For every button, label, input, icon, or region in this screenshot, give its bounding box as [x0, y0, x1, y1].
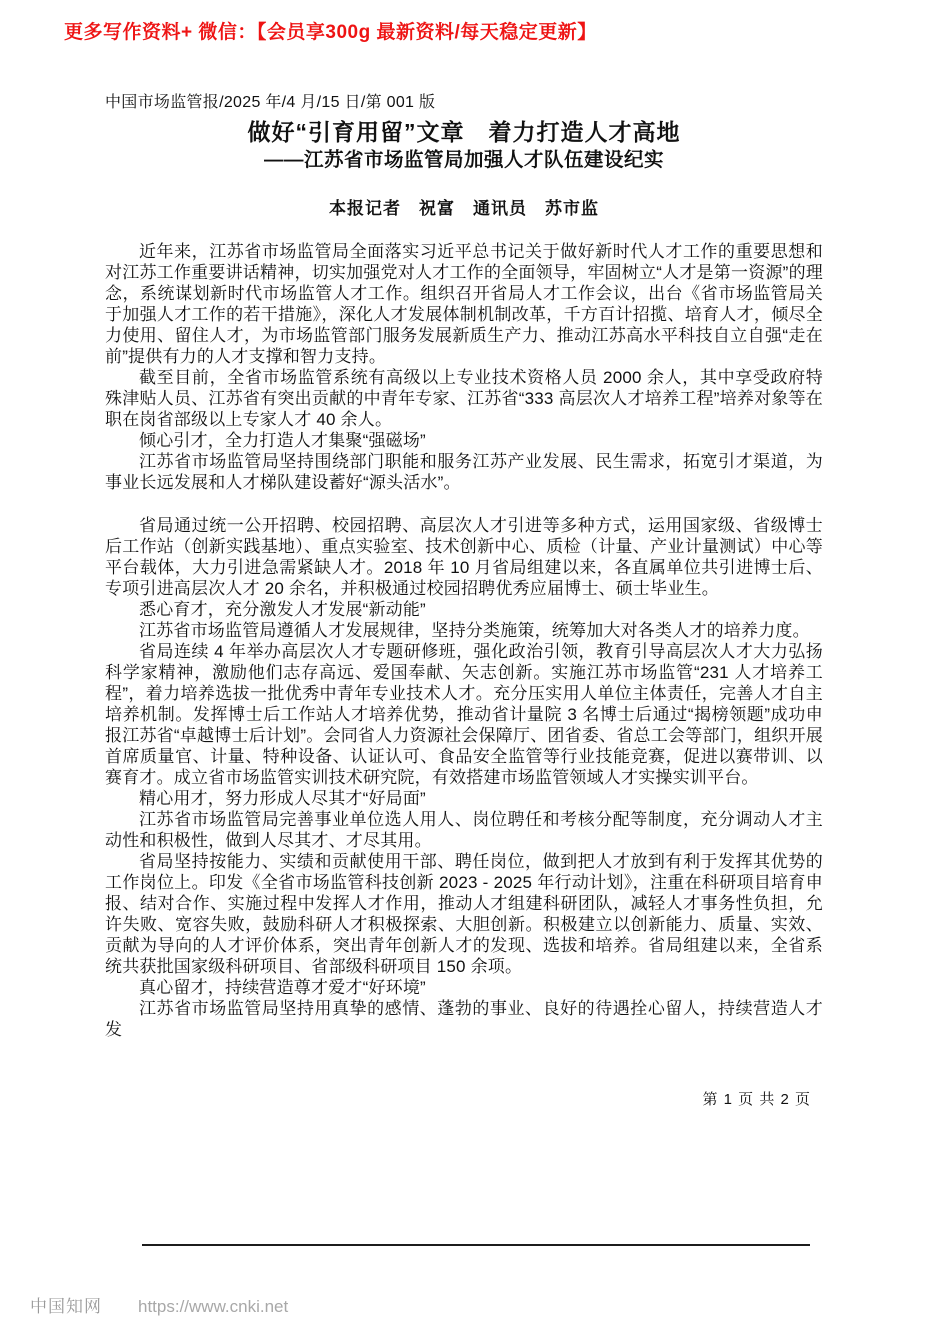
cnki-footer — [30, 1292, 288, 1317]
paragraph: 江苏省市场监管局坚持用真挚的感情、蓬勃的事业、良好的待遇拴心留人，持续营造人才发 — [105, 999, 823, 1039]
cnki-url-link[interactable]: https://www.cnki.net — [138, 1297, 289, 1316]
paragraph: 省局坚持按能力、实绩和贡献使用干部、聘任岗位，做到把人才放到有利于发挥其优势的工作岗位上。印发《全省市场监管科技创新 2023 - 2025 年行动计划》，注重在科研项目培育申报、结对合作、实施过程中发挥人才作用，推动人才组建科研团队，减轻人才事务性负担，允许失败、宽容失败，鼓励科研人才积极探索、大胆创新。积极建立以创新能力、质量、实效、贡献为导向的人才评价体系，突出青年创新人才的发现、选拔和培养。省局组建以来，全省系统共获批国家级科研项目、省部级科研项目 150 余项。 — [105, 852, 823, 976]
cnki-brand-text: 中国知网 — [30, 1297, 102, 1316]
promo-banner: 更多写作资料+ 微信：【会员享300g 最新资料/每天稳定更新】 — [64, 22, 597, 43]
article-title: 做好“引育用留”文章 着力打造人才高地 — [247, 119, 681, 145]
paragraph: 截至目前，全省市场监管系统有高级以上专业技术资格人员 2000 余人，其中享受政府特殊津贴人员、江苏省有突出贡献的中青年专家、江苏省“333 高层次人才培养工程”培养对象等在职在岗省部级以上专家人才 40 余人。 — [105, 368, 823, 429]
footer-divider — [142, 1244, 810, 1246]
paragraph: 江苏省市场监管局遵循人才发展规律，坚持分类施策，统筹加大对各类人才的培养力度。 — [139, 621, 810, 640]
section-heading: 倾心引才，全力打造人才集聚“强磁场” — [139, 431, 426, 450]
article-content — [105, 93, 823, 1040]
section-heading: 悉心育才，充分激发人才发展“新动能” — [139, 600, 426, 619]
paragraph: 省局连续 4 年举办高层次人才专题研修班，强化政治引领，教育引导高层次人才大力弘扬科学家精神，激励他们志存高远、爱国奉献、矢志创新。实施江苏市场监管“231 人才培养工程”，着力培养选拔一批优秀中青年专业技术人才。充分压实用人单位主体责任，完善人才自主培养机制。发挥博士后工作站人才培养优势，推动省计量院 3 名博士后通过“揭榜领题”成功申报江苏省“卓越博士后计划”。会同省人力资源社会保障厅、团省委、省总工会等部门，组织开展首席质量官、计量、特种设备、认证认可、食品安全监管等行业技能竞赛，促进以赛带训、以赛育才。成立省市场监管实训技术研究院，有效搭建市场监管领域人才实操实训平台。 — [105, 642, 823, 787]
article-body — [105, 241, 823, 1040]
section-heading: 真心留才，持续营造尊才爱才“好环境” — [139, 978, 426, 997]
paragraph: 近年来，江苏省市场监管局全面落实习近平总书记关于做好新时代人才工作的重要思想和对江苏工作重要讲话精神，切实加强党对人才工作的全面领导，牢固树立“人才是第一资源”的理念，系统谋划新时代市场监管人才工作。组织召开省局人才工作会议，出台《省市场监管局关于加强人才工作的若干措施》，深化人才发展体制机制改革，千方百计招揽、培育人才，倾尽全力使用、留住人才，为市场监管部门服务发展新质生产力、推动江苏高水平科技自立自强“走在前”提供有力的人才支撑和智力支持。 — [105, 242, 823, 366]
article-subtitle: ——江苏省市场监管局加强人才队伍建设纪实 — [263, 149, 664, 171]
article-byline: 本报记者 祝富 通讯员 苏市监 — [329, 199, 599, 218]
paragraph: 江苏省市场监管局坚持围绕部门职能和服务江苏产业发展、民生需求，拓宽引才渠道，为事业长远发展和人才梯队建设蓄好“源头活水”。 — [105, 452, 823, 492]
paragraph: 省局通过统一公开招聘、校园招聘、高层次人才引进等多种方式，运用国家级、省级博士后工作站（创新实践基地）、重点实验室、技术创新中心、质检（计量、产业计量测试）中心等平台载体，大力引进急需紧缺人才。2018 年 10 月省局组建以来，各直属单位共引进博士后、专项引进高层次人才 20 余名，并积极通过校园招聘优秀应届博士、硕士毕业生。 — [105, 516, 823, 598]
publication-source-line: 中国市场监管报/2025 年/4 月/15 日/第 001 版 — [105, 94, 436, 111]
paragraph: 江苏省市场监管局完善事业单位选人用人、岗位聘任和考核分配等制度，充分调动人才主动性和积极性，做到人尽其才、才尽其用。 — [105, 810, 823, 850]
page-indicator: 第 1 页 共 2 页 — [702, 1091, 811, 1108]
section-heading: 精心用才，努力形成人尽其才“好局面” — [139, 789, 426, 808]
